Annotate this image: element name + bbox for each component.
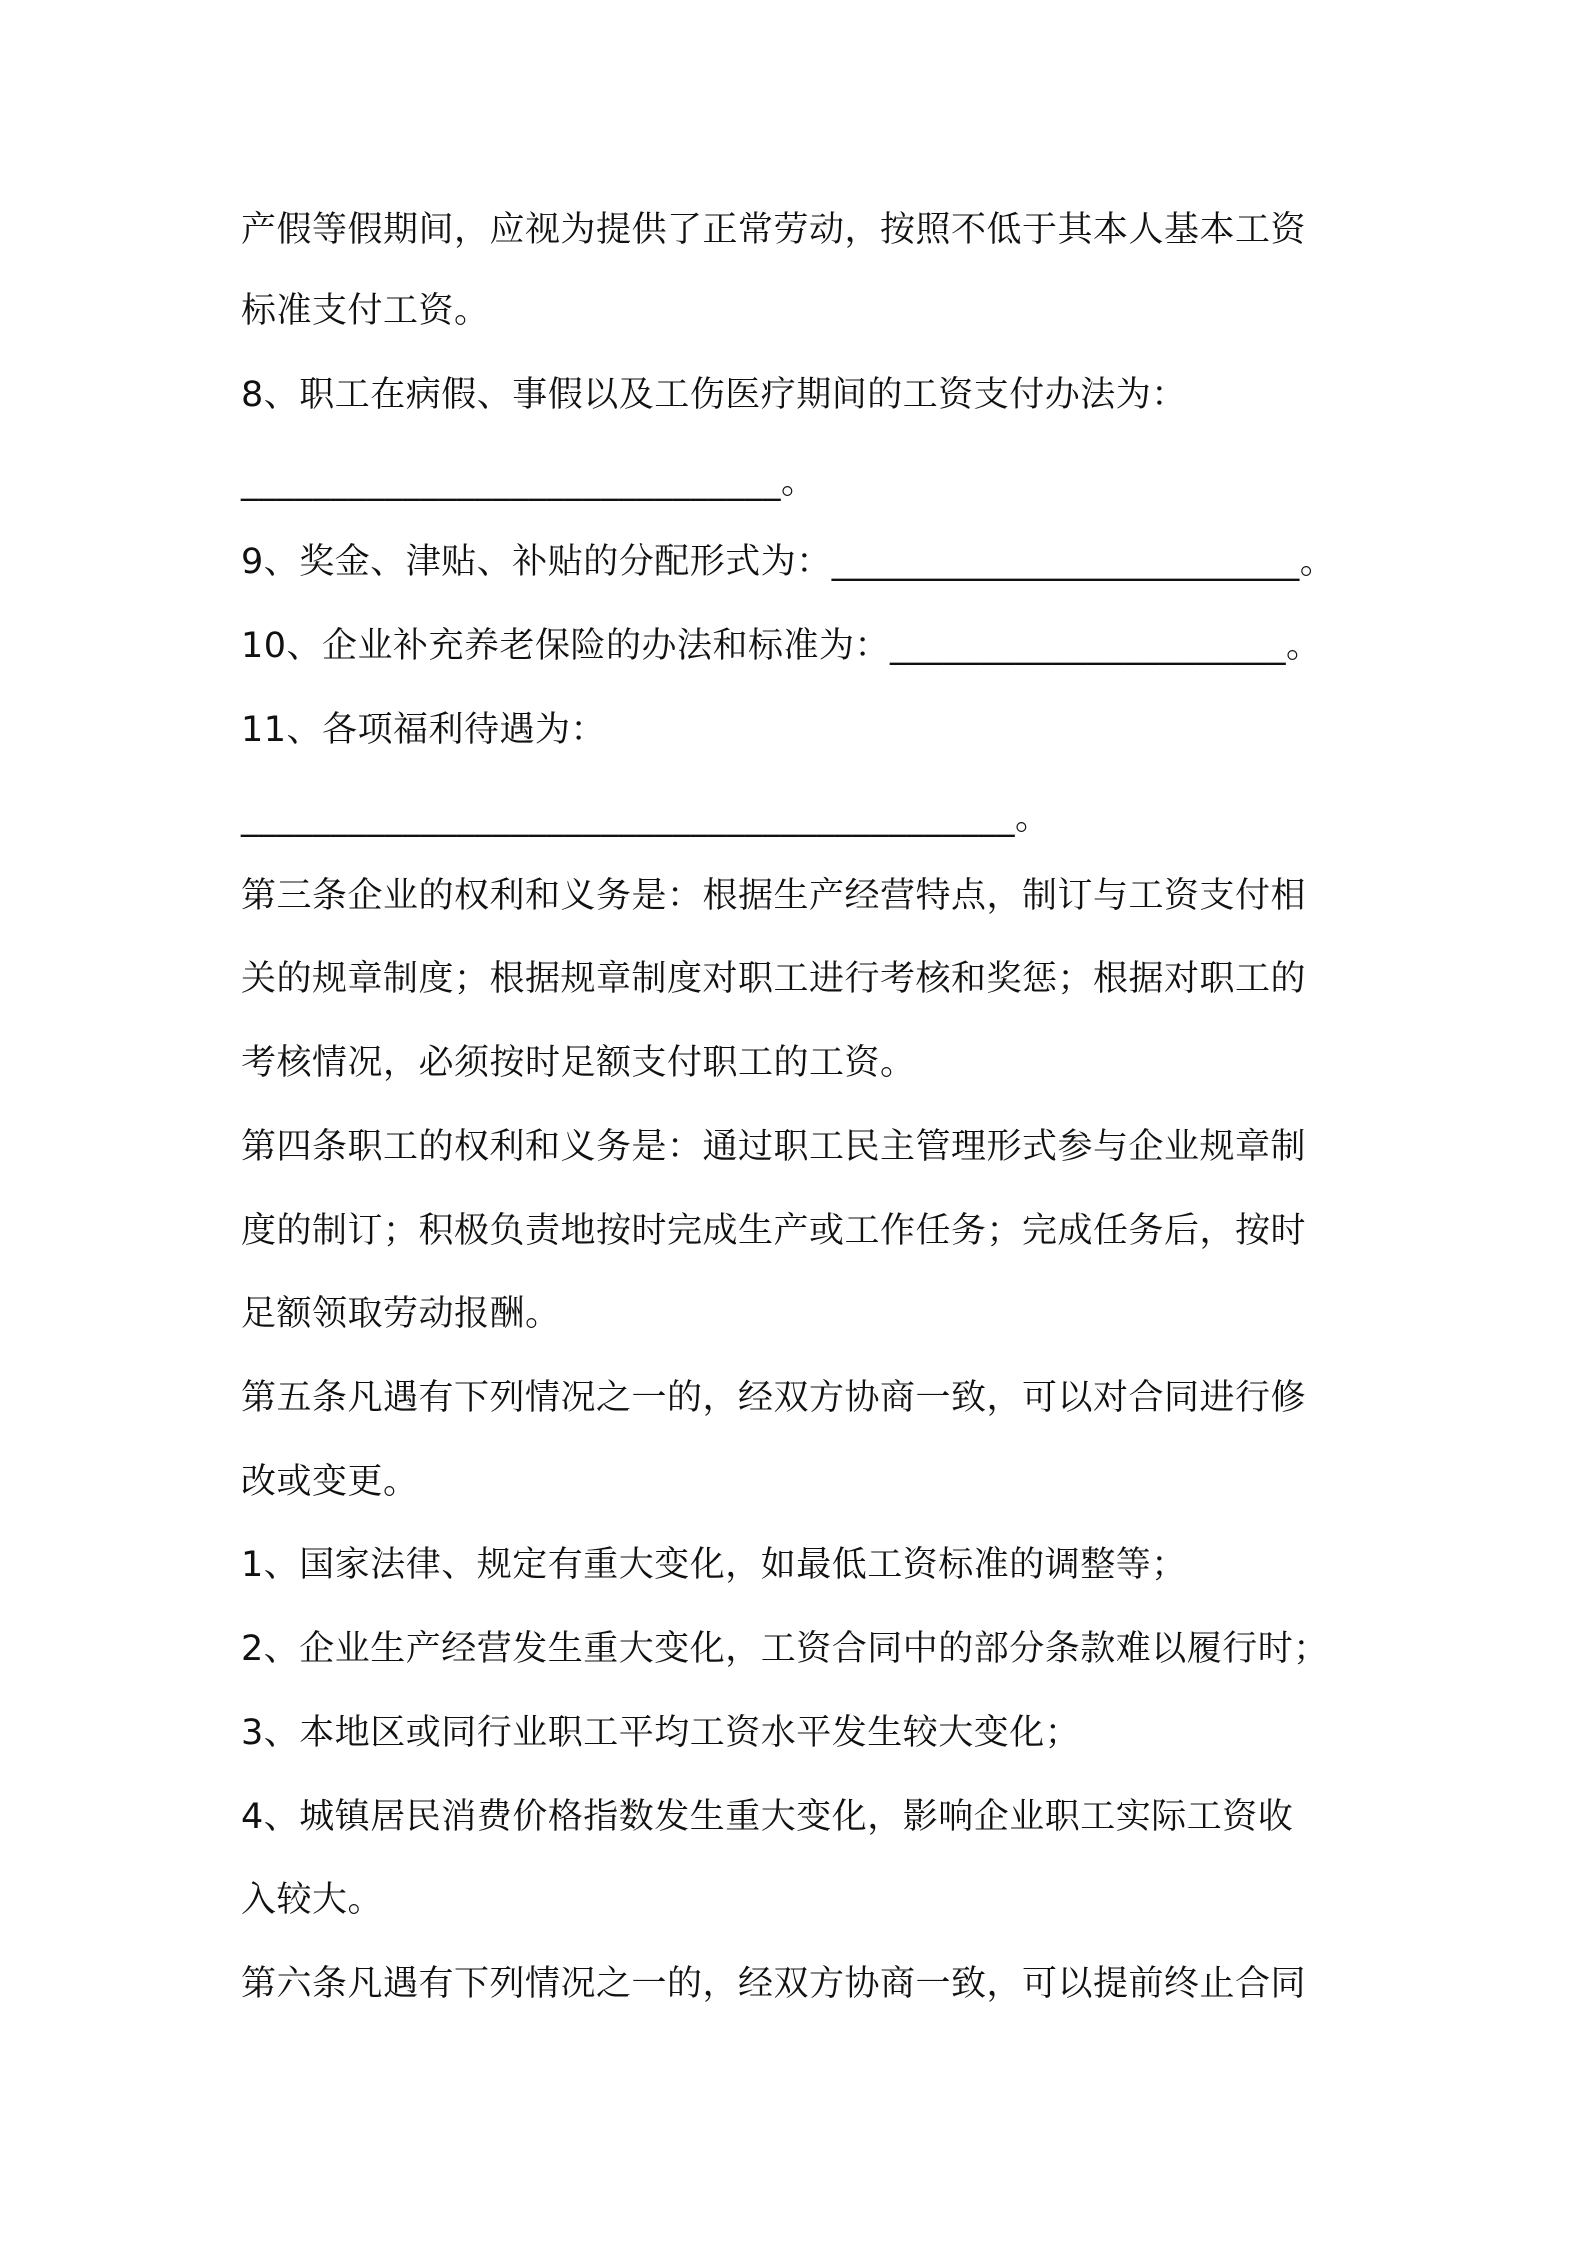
- text-line: 第三条企业的权利和义务是：根据生产经营特点，制订与工资支付相: [241, 876, 1307, 916]
- text-line: 第四条职工的权利和义务是：通过职工民主管理形式参与企业规章制: [241, 1127, 1307, 1167]
- text-line: 关的规章制度；根据规章制度对职工进行考核和奖惩；根据对职工的: [241, 959, 1307, 999]
- text-line: 入较大。: [241, 1880, 384, 1920]
- text-line: 3、本地区或同行业职工平均工资水平发生较大变化；: [241, 1713, 1081, 1753]
- text-line: 1、国家法律、规定有重大变化，如最低工资标准的调整等；: [241, 1545, 1187, 1585]
- text-line: 10、企业补充养老保险的办法和标准为：______________________。: [241, 626, 1322, 666]
- text-line: 改或变更。: [241, 1462, 419, 1502]
- text-line: 度的制订；积极负责地按时完成生产或工作任务；完成任务后，按时: [241, 1211, 1307, 1251]
- text-line: 标准支付工资。: [241, 291, 490, 331]
- text-line: 9、奖金、津贴、补贴的分配形式为：__________________________。: [241, 542, 1336, 582]
- text-line: 第五条凡遇有下列情况之一的，经双方协商一致，可以对合同进行修: [241, 1378, 1307, 1418]
- text-line: 8、职工在病假、事假以及工伤医疗期间的工资支付办法为：: [241, 375, 1187, 415]
- text-line: ______________________________。: [241, 462, 817, 502]
- text-line: ___________________________________________。: [241, 798, 1051, 838]
- text-line: 产假等假期间，应视为提供了正常劳动，按照不低于其本人基本工资: [241, 210, 1307, 250]
- text-line: 第六条凡遇有下列情况之一的，经双方协商一致，可以提前终止合同: [241, 1964, 1307, 2004]
- text-line: 足额领取劳动报酬。: [241, 1294, 561, 1334]
- text-line: 考核情况，必须按时足额支付职工的工资。: [241, 1043, 916, 1083]
- text-line: 2、企业生产经营发生重大变化，工资合同中的部分条款难以履行时；: [241, 1629, 1329, 1669]
- text-line: 11、各项福利待遇为：: [241, 710, 607, 750]
- text-line: 4、城镇居民消费价格指数发生重大变化，影响企业职工实际工资收: [241, 1797, 1294, 1837]
